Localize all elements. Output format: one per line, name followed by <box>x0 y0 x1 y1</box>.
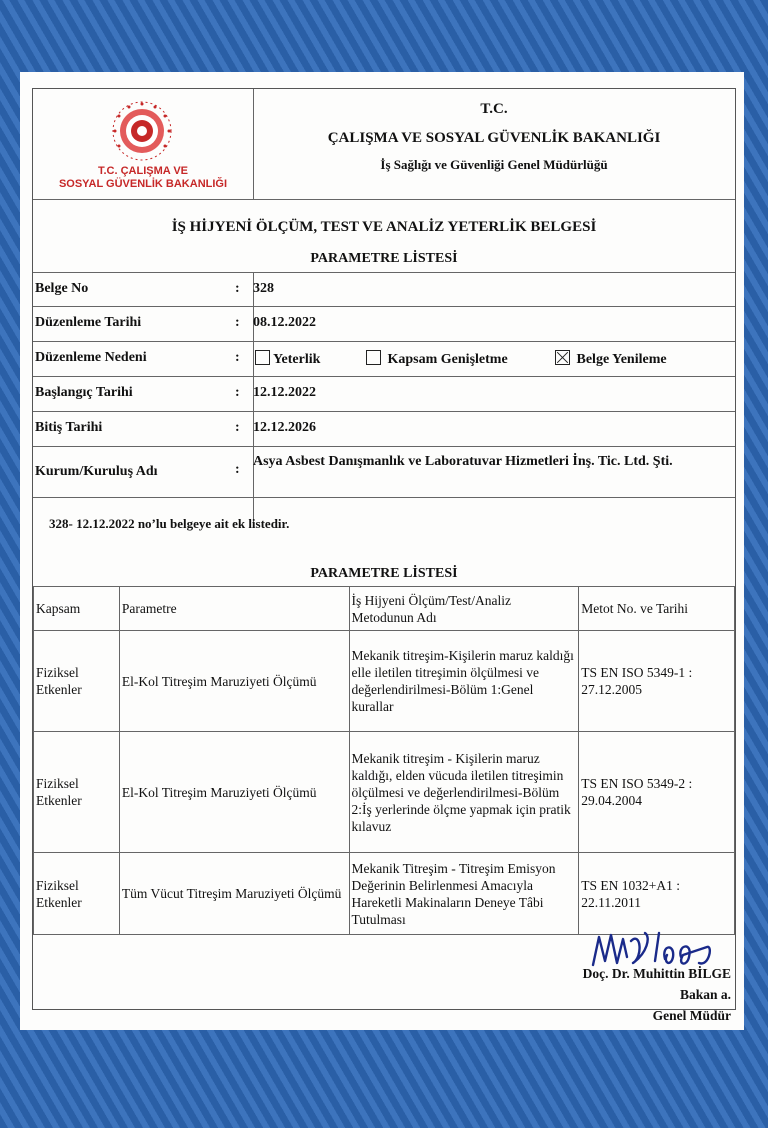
option-yeterlik-label: Yeterlik <box>273 352 321 367</box>
header-metot-no: Metot No. ve Tarihi <box>579 587 735 631</box>
colon: : <box>235 462 240 477</box>
colon: : <box>235 350 240 365</box>
header-text <box>253 101 735 173</box>
info-table <box>33 272 735 498</box>
info-row-bitis-tarihi <box>33 412 735 447</box>
header-metot-adi: İş Hijyeni Ölçüm/Test/Analiz Metodunun Adı <box>349 587 579 631</box>
kurum-label: Kurum/Kuruluş Adı <box>35 464 158 479</box>
logo-line-1: T.C. ÇALIŞMA VE <box>97 165 189 177</box>
checkbox-empty-icon <box>366 350 381 365</box>
colon: : <box>235 315 240 330</box>
info-row-baslangic-tarihi <box>33 377 735 412</box>
info-row-duzenleme-nedeni <box>33 342 735 377</box>
signer-name: Doç. Dr. Muhittin BİLGE <box>582 966 731 981</box>
ministry-logo-text <box>33 165 253 191</box>
cell-metot-adi: Mekanik titreşim-Kişilerin maruz kaldığı elle iletilen titreşimin ölçülmesi ve değerlendirilmesi-Bölüm 1:Genel kurallar <box>349 631 579 732</box>
cell-metot-no: TS EN 1032+A1 : 22.11.2011 <box>579 853 735 935</box>
signer-title-2: Genel Müdür <box>652 1008 731 1023</box>
option-yeterlik <box>255 350 320 368</box>
cell-kapsam: Fiziksel Etkenler <box>34 853 120 935</box>
cell-kapsam: Fiziksel Etkenler <box>34 631 120 732</box>
duzenleme-tarihi-value: 08.12.2022 <box>253 315 316 330</box>
colon: : <box>235 385 240 400</box>
table-header-row <box>34 587 735 631</box>
belge-no-value: 328 <box>253 281 274 296</box>
option-kapsam-genisletme <box>366 350 508 368</box>
header-line-3: İş Sağlığı ve Güvenliği Genel Müdürlüğü <box>380 157 608 172</box>
document-frame <box>32 88 736 1023</box>
parameter-table <box>33 586 735 935</box>
table-row <box>34 631 735 732</box>
bitis-tarihi-value: 12.12.2026 <box>253 420 316 435</box>
cell-metot-no: TS EN ISO 5349-1 : 27.12.2005 <box>579 631 735 732</box>
duzenleme-tarihi-label: Düzenleme Tarihi <box>35 315 142 330</box>
header-line-1: T.C. <box>480 101 508 117</box>
cell-parametre: Tüm Vücut Titreşim Maruziyeti Ölçümü <box>119 853 349 935</box>
certificate-sheet <box>20 72 744 1030</box>
cell-metot-adi: Mekanik titreşim - Kişilerin maruz kaldığı, elden vücuda iletilen titreşimin ölçülmesi ve değerlendirilmesi-Bölüm 2:İş yerlerinde ölçme yapmak için pratik kılavuz <box>349 732 579 853</box>
logo-cell <box>33 89 254 199</box>
baslangic-tarihi-value: 12.12.2022 <box>253 385 316 400</box>
ministry-emblem-icon <box>105 99 179 165</box>
belge-no-label: Belge No <box>35 281 89 296</box>
colon: : <box>235 281 240 296</box>
table-row <box>34 732 735 853</box>
baslangic-tarihi-label: Başlangıç Tarihi <box>35 385 133 400</box>
colon: : <box>235 420 240 435</box>
checkbox-empty-icon <box>255 350 270 365</box>
signer-title-1: Bakan a. <box>679 987 731 1002</box>
option-kapsam-genisletme-label: Kapsam Genişletme <box>387 352 508 367</box>
cell-metot-no: TS EN ISO 5349-2 : 29.04.2004 <box>579 732 735 853</box>
document-subtitle: PARAMETRE LİSTESİ <box>310 251 458 266</box>
document-title: İŞ HİJYENİ ÖLÇÜM, TEST VE ANALİZ YETERLİK BELGESİ <box>171 219 597 235</box>
cell-parametre: El-Kol Titreşim Maruziyeti Ölçümü <box>119 631 349 732</box>
table-row <box>34 853 735 935</box>
cell-parametre: El-Kol Titreşim Maruziyeti Ölçümü <box>119 732 349 853</box>
option-belge-yenileme-label: Belge Yenileme <box>576 352 667 367</box>
document-header <box>33 89 735 200</box>
header-kapsam: Kapsam <box>34 587 120 631</box>
info-row-kurum <box>33 447 735 498</box>
parameter-list-title: PARAMETRE LİSTESİ <box>310 566 458 581</box>
checkbox-checked-icon <box>555 350 570 365</box>
cell-metot-adi: Mekanik Titreşim - Titreşim Emisyon Değerinin Belirlenmesi Amacıyla Hareketli Makinaların Deneye Tâbi Tutulması <box>349 853 579 935</box>
duzenleme-nedeni-label: Düzenleme Nedeni <box>35 350 147 365</box>
bitis-tarihi-label: Bitiş Tarihi <box>35 420 103 435</box>
info-row-duzenleme-tarihi <box>33 307 735 342</box>
option-belge-yenileme <box>555 350 667 368</box>
signature-block <box>483 963 731 1026</box>
annex-note: 328- 12.12.2022 no’lu belgeye ait ek listedir. <box>49 516 290 531</box>
header-parametre: Parametre <box>119 587 349 631</box>
cell-kapsam: Fiziksel Etkenler <box>34 732 120 853</box>
info-row-belge-no <box>33 273 735 307</box>
header-line-2: ÇALIŞMA VE SOSYAL GÜVENLİK BAKANLIĞI <box>327 130 661 146</box>
kurum-value: Asya Asbest Danışmanlık ve Laboratuvar Hizmetleri İnş. Tic. Ltd. Şti. <box>253 454 673 469</box>
logo-line-2: SOSYAL GÜVENLİK BAKANLIĞI <box>58 178 228 190</box>
